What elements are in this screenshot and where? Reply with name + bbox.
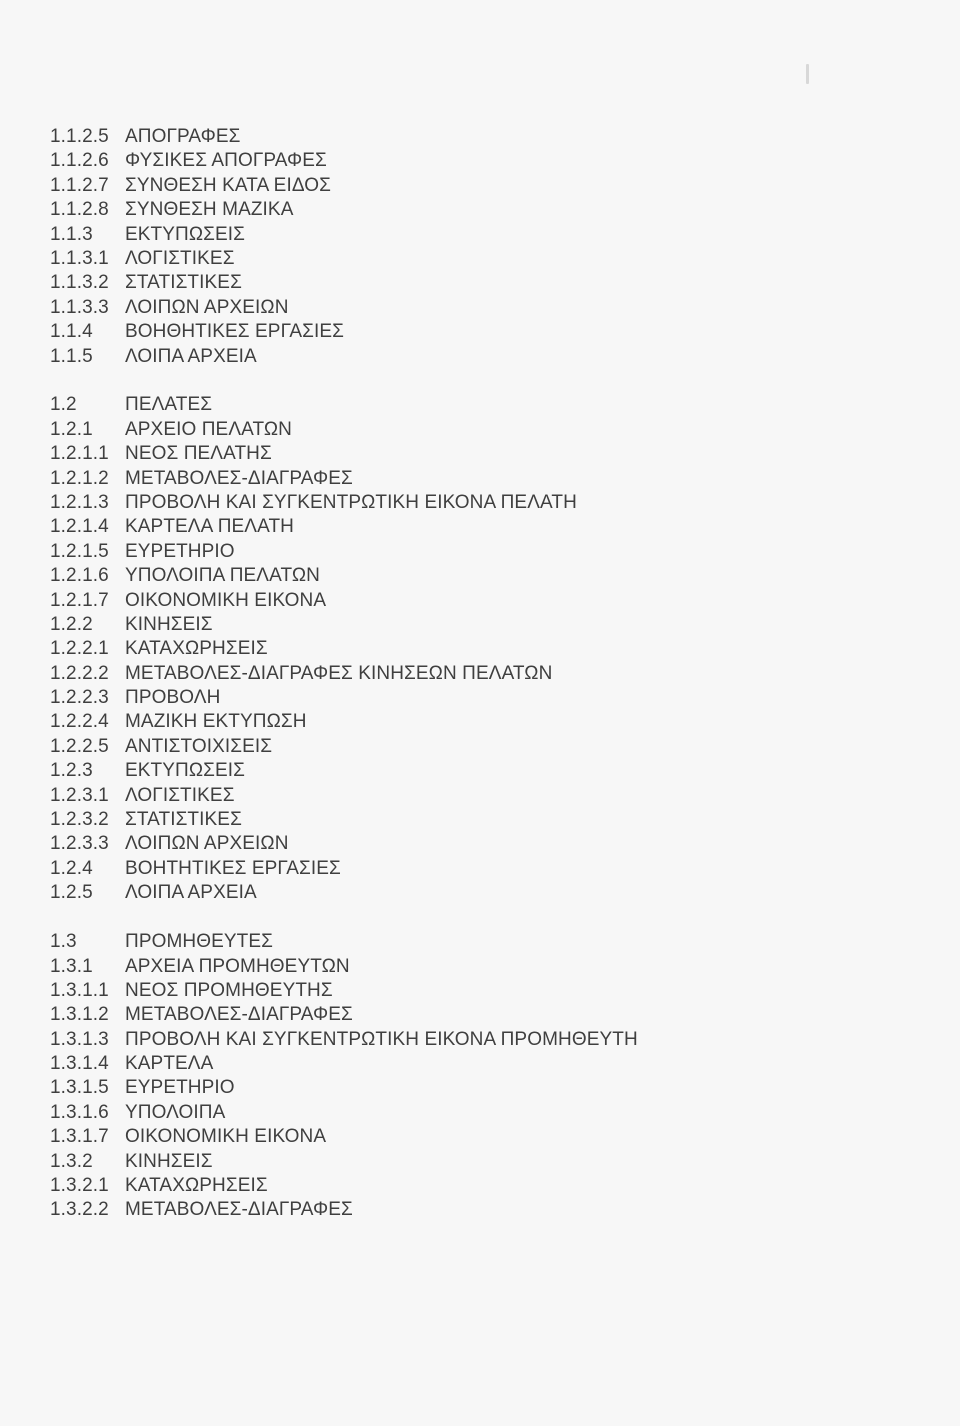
toc-entry-title: ΝΕΟΣ ΠΡΟΜΗΘΕΥΤΗΣ [125,979,333,1001]
toc-entry-number: 1.2.2.5 [50,735,109,757]
toc-entry [50,320,910,344]
toc-entry [50,857,910,881]
toc-entry [50,564,910,588]
toc-entry [50,1028,910,1052]
toc-entry [50,1076,910,1100]
toc-entry [50,589,910,613]
toc-entry [50,174,910,198]
toc-entry-number: 1.3 [50,931,77,953]
toc-entry-title: ΜΕΤΑΒΟΛΕΣ-ΔΙΑΓΡΑΦΕΣ ΚΙΝΗΣΕΩΝ ΠΕΛΑΤΩΝ [125,662,553,684]
toc-entry-title: ΜΑΖΙΚΗ ΕΚΤΥΠΩΣΗ [125,711,307,733]
toc-entry-title: ΠΡΟΒΟΛΗ ΚΑΙ ΣΥΓΚΕΝΤΡΩΤΙΚΗ ΕΙΚΟΝΑ ΠΡΟΜΗΘΕΥΤΗ [125,1028,638,1050]
toc-entry-number: 1.1.2.6 [50,150,109,172]
toc-entry [50,149,910,173]
toc-entry [50,540,910,564]
toc-entry [50,296,910,320]
toc-entry-title: ΛΟΙΠΩΝ ΑΡΧΕΙΩΝ [125,296,289,318]
toc-entry-title: ΦΥΣΙΚΕΣ ΑΠΟΓΡΑΦΕΣ [125,150,327,172]
toc-entry [50,1003,910,1027]
toc-entry-number: 1.2.5 [50,882,93,904]
toc-entry-number: 1.3.1.5 [50,1077,109,1099]
toc-entry-title: ΥΠΟΛΟΙΠΑ [125,1101,226,1123]
toc-entry-number: 1.2.2 [50,613,93,635]
toc-entry [50,955,910,979]
toc-entry [50,637,910,661]
toc-entry [50,979,910,1003]
toc-entry-number: 1.1.5 [50,345,93,367]
toc-entry [50,735,910,759]
toc-entry-title: ΣΤΑΤΙΣΤΙΚΕΣ [125,272,242,294]
toc-entry [50,832,910,856]
toc-entry-number: 1.2.3.3 [50,833,109,855]
toc-entry [50,662,910,686]
toc-entry-title: ΠΕΛΑΤΕΣ [125,394,213,416]
toc-entry-title: ΕΥΡΕΤΗΡΙΟ [125,540,235,562]
toc-entry [50,1174,910,1198]
toc-entry-title: ΛΟΓΙΣΤΙΚΕΣ [125,784,235,806]
toc-entry-title: ΥΠΟΛΟΙΠΑ ΠΕΛΑΤΩΝ [125,565,320,587]
toc-entry [50,1125,910,1149]
toc-entry-number: 1.1.4 [50,321,93,343]
toc-entry-number: 1.2.3.2 [50,809,109,831]
toc-entry [50,1052,910,1076]
toc-entry-number: 1.2.2.1 [50,638,109,660]
toc-entry-title: ΕΚΤΥΠΩΣΕΙΣ [125,760,245,782]
toc-entry-title: ΛΟΙΠΑ ΑΡΧΕΙΑ [125,345,257,367]
toc-entry [50,613,910,637]
toc-entry-number: 1.1.3.1 [50,247,109,269]
toc-section [50,930,910,1223]
toc-entry [50,686,910,710]
toc-entry-number: 1.3.1.6 [50,1101,109,1123]
toc-entry-number: 1.3.1.2 [50,1004,109,1026]
toc-entry-number: 1.2.3.1 [50,784,109,806]
toc-entry-title: ΑΝΤΙΣΤΟΙΧΙΣΕΙΣ [125,735,273,757]
toc-entry [50,247,910,271]
toc-entry [50,1198,910,1222]
toc-entry [50,271,910,295]
toc-entry-title: ΝΕΟΣ ΠΕΛΑΤΗΣ [125,443,272,465]
toc-entry-number: 1.2.1.4 [50,516,109,538]
toc-entry-number: 1.3.1 [50,955,93,977]
toc-entry-title: ΣΤΑΤΙΣΤΙΚΕΣ [125,809,242,831]
toc-entry-number: 1.1.2.7 [50,174,109,196]
toc-entry [50,759,910,783]
toc-entry-title: ΚΑΤΑΧΩΡΗΣΕΙΣ [125,638,268,660]
toc-entry [50,808,910,832]
toc-section [50,125,910,369]
toc-entry [50,125,910,149]
toc-entry-title: ΛΟΙΠΩΝ ΑΡΧΕΙΩΝ [125,833,289,855]
toc-entry-number: 1.2.1.2 [50,467,109,489]
toc-entry-number: 1.1.2.5 [50,126,109,147]
toc-entry [50,881,910,905]
toc-entry-title: ΚΑΤΑΧΩΡΗΣΕΙΣ [125,1175,268,1197]
toc-entry-number: 1.2.1.5 [50,540,109,562]
toc-entry-title: ΣΥΝΘΕΣΗ ΜΑΖΙΚΑ [125,199,294,221]
toc-entry-title: ΚΑΡΤΕΛΑ [125,1053,214,1075]
toc-entry-number: 1.3.1.7 [50,1126,109,1148]
toc-entry-title: ΠΡΟΜΗΘΕΥΤΕΣ [125,931,273,953]
toc-entry [50,1150,910,1174]
toc-entry-title: ΒΟΗΘΗΤΙΚΕΣ ΕΡΓΑΣΙΕΣ [125,321,345,343]
toc-entry [50,467,910,491]
toc-entry-number: 1.1.2.8 [50,199,109,221]
toc-entry-title: ΑΠΟΓΡΑΦΕΣ [125,126,241,147]
scan-mark [806,64,809,84]
table-of-contents [50,125,910,1223]
toc-entry [50,442,910,466]
toc-entry-number: 1.3.2.2 [50,1199,109,1221]
toc-entry-number: 1.2 [50,394,77,416]
toc-entry-number: 1.2.2.3 [50,687,109,709]
toc-entry-number: 1.2.1 [50,418,93,440]
toc-entry-number: 1.2.1.1 [50,443,109,465]
toc-entry-title: ΠΡΟΒΟΛΗ [125,687,221,709]
toc-entry-title: ΕΥΡΕΤΗΡΙΟ [125,1077,235,1099]
toc-section [50,393,910,905]
toc-entry-title: ΑΡΧΕΙΟ ΠΕΛΑΤΩΝ [125,418,292,440]
toc-entry-title: ΜΕΤΑΒΟΛΕΣ-ΔΙΑΓΡΑΦΕΣ [125,1199,353,1221]
toc-entry [50,710,910,734]
toc-entry-number: 1.3.1.3 [50,1028,109,1050]
toc-entry-title: ΠΡΟΒΟΛΗ ΚΑΙ ΣΥΓΚΕΝΤΡΩΤΙΚΗ ΕΙΚΟΝΑ ΠΕΛΑΤΗ [125,491,577,513]
toc-entry-number: 1.3.1.4 [50,1053,109,1075]
toc-entry-title: ΕΚΤΥΠΩΣΕΙΣ [125,223,245,245]
toc-entry-number: 1.2.1.6 [50,565,109,587]
toc-entry [50,418,910,442]
toc-entry-number: 1.2.2.2 [50,662,109,684]
toc-entry [50,491,910,515]
toc-entry [50,1101,910,1125]
toc-entry-number: 1.3.1.1 [50,979,109,1001]
toc-entry-title: ΑΡΧΕΙΑ ΠΡΟΜΗΘΕΥΤΩΝ [125,955,350,977]
toc-entry-number: 1.3.2.1 [50,1175,109,1197]
toc-entry-title: ΜΕΤΑΒΟΛΕΣ-ΔΙΑΓΡΑΦΕΣ [125,1004,353,1026]
toc-entry-title: ΟΙΚΟΝΟΜΙΚΗ ΕΙΚΟΝΑ [125,1126,327,1148]
toc-entry-number: 1.2.1.7 [50,589,109,611]
toc-entry-number: 1.1.3.3 [50,296,109,318]
toc-entry-title: ΛΟΓΙΣΤΙΚΕΣ [125,247,235,269]
toc-entry [50,223,910,247]
toc-entry-title: ΣΥΝΘΕΣΗ ΚΑΤΑ ΕΙΔΟΣ [125,174,331,196]
toc-entry [50,930,910,954]
toc-entry [50,393,910,417]
toc-entry-title: ΚΙΝΗΣΕΙΣ [125,1150,213,1172]
toc-entry-number: 1.1.3 [50,223,93,245]
toc-entry-title: ΟΙΚΟΝΟΜΙΚΗ ΕΙΚΟΝΑ [125,589,327,611]
toc-entry-title: ΚΙΝΗΣΕΙΣ [125,613,213,635]
toc-entry [50,345,910,369]
toc-entry-title: ΒΟΗΤΗΤΙΚΕΣ ΕΡΓΑΣΙΕΣ [125,857,341,879]
toc-entry [50,198,910,222]
toc-entry-number: 1.3.2 [50,1150,93,1172]
toc-entry-number: 1.2.2.4 [50,711,109,733]
toc-entry-number: 1.2.1.3 [50,491,109,513]
toc-entry [50,515,910,539]
toc-entry-title: ΛΟΙΠΑ ΑΡΧΕΙΑ [125,882,257,904]
toc-entry [50,784,910,808]
toc-entry-title: ΚΑΡΤΕΛΑ ΠΕΛΑΤΗ [125,516,294,538]
toc-entry-number: 1.2.3 [50,760,93,782]
toc-entry-number: 1.2.4 [50,857,93,879]
toc-entry-title: ΜΕΤΑΒΟΛΕΣ-ΔΙΑΓΡΑΦΕΣ [125,467,353,489]
toc-entry-number: 1.1.3.2 [50,272,109,294]
